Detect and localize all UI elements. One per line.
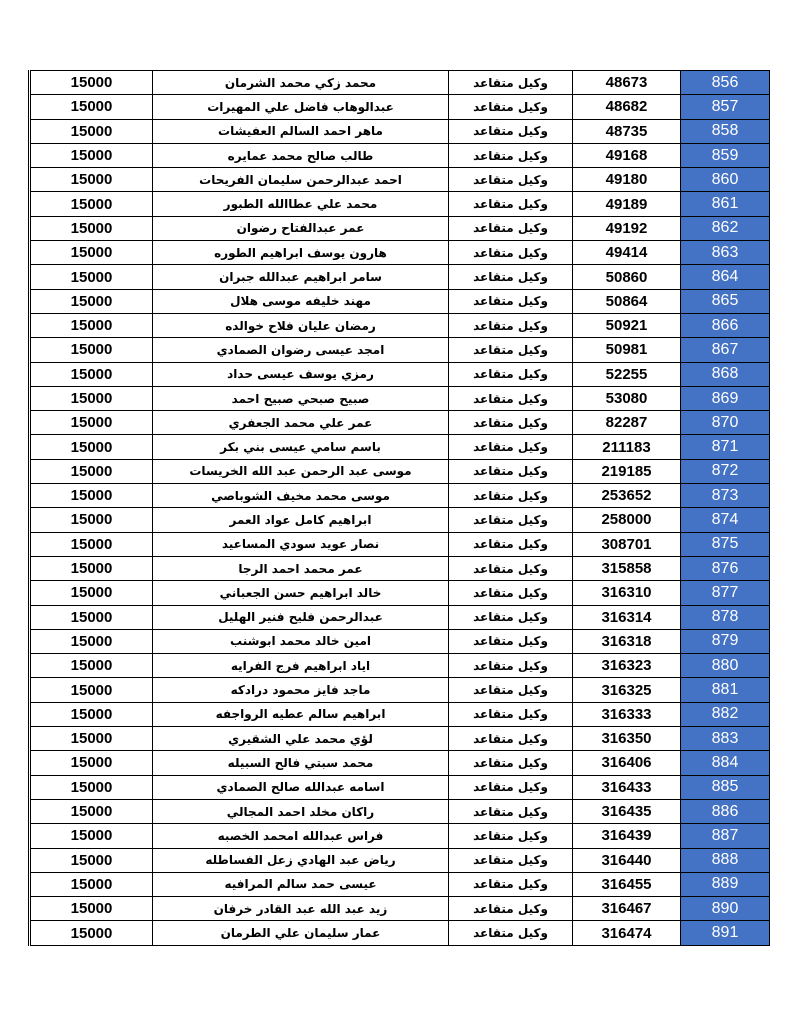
table-row xyxy=(30,775,770,799)
amount-cell: 15000 xyxy=(30,532,153,556)
amount-cell: 15000 xyxy=(30,629,153,653)
name-cell: محمد سبتي فالح السبيله xyxy=(153,751,449,775)
amount-cell: 15000 xyxy=(30,313,153,337)
row-number-cell: 879 xyxy=(681,629,770,653)
table-row xyxy=(30,727,770,751)
role-cell: وكيل متقاعد xyxy=(449,289,573,313)
id-number-cell: 50860 xyxy=(573,265,681,289)
table-row xyxy=(30,897,770,921)
amount-cell: 15000 xyxy=(30,872,153,896)
row-number-cell: 886 xyxy=(681,799,770,823)
name-cell: باسم سامي عيسى بني بكر xyxy=(153,435,449,459)
role-cell: وكيل متقاعد xyxy=(449,71,573,95)
row-number-cell: 873 xyxy=(681,484,770,508)
role-cell: وكيل متقاعد xyxy=(449,411,573,435)
row-number-cell: 888 xyxy=(681,848,770,872)
id-number-cell: 49189 xyxy=(573,192,681,216)
amount-cell: 15000 xyxy=(30,897,153,921)
row-number-cell: 881 xyxy=(681,678,770,702)
role-cell: وكيل متقاعد xyxy=(449,532,573,556)
amount-cell: 15000 xyxy=(30,678,153,702)
id-number-cell: 82287 xyxy=(573,411,681,435)
role-cell: وكيل متقاعد xyxy=(449,727,573,751)
table-row xyxy=(30,508,770,532)
row-number-cell: 882 xyxy=(681,702,770,726)
row-number-cell: 871 xyxy=(681,435,770,459)
id-number-cell: 316350 xyxy=(573,727,681,751)
row-number-cell: 883 xyxy=(681,727,770,751)
id-number-cell: 316310 xyxy=(573,581,681,605)
row-number-cell: 890 xyxy=(681,897,770,921)
role-cell: وكيل متقاعد xyxy=(449,265,573,289)
name-cell: ابراهيم سالم عطيه الرواجفه xyxy=(153,702,449,726)
table-row xyxy=(30,751,770,775)
amount-cell: 15000 xyxy=(30,216,153,240)
id-number-cell: 50921 xyxy=(573,313,681,337)
name-cell: رياض عبد الهادي زعل الفساطله xyxy=(153,848,449,872)
retirees-table-sheet xyxy=(28,70,768,946)
table-row xyxy=(30,435,770,459)
name-cell: عمر محمد احمد الرجا xyxy=(153,556,449,580)
id-number-cell: 316318 xyxy=(573,629,681,653)
role-cell: وكيل متقاعد xyxy=(449,362,573,386)
role-cell: وكيل متقاعد xyxy=(449,508,573,532)
amount-cell: 15000 xyxy=(30,265,153,289)
id-number-cell: 50864 xyxy=(573,289,681,313)
id-number-cell: 316439 xyxy=(573,824,681,848)
role-cell: وكيل متقاعد xyxy=(449,313,573,337)
amount-cell: 15000 xyxy=(30,556,153,580)
name-cell: عمر علي محمد الجعفري xyxy=(153,411,449,435)
amount-cell: 15000 xyxy=(30,143,153,167)
table-row xyxy=(30,921,770,945)
role-cell: وكيل متقاعد xyxy=(449,241,573,265)
table-row xyxy=(30,241,770,265)
role-cell: وكيل متقاعد xyxy=(449,459,573,483)
amount-cell: 15000 xyxy=(30,581,153,605)
id-number-cell: 49192 xyxy=(573,216,681,240)
role-cell: وكيل متقاعد xyxy=(449,143,573,167)
name-cell: محمد علي عطاالله الطبور xyxy=(153,192,449,216)
row-number-cell: 858 xyxy=(681,119,770,143)
amount-cell: 15000 xyxy=(30,751,153,775)
name-cell: امجد عيسى رضوان الصمادي xyxy=(153,338,449,362)
role-cell: وكيل متقاعد xyxy=(449,921,573,945)
name-cell: اياد ابراهيم فرج الفرايه xyxy=(153,654,449,678)
id-number-cell: 316333 xyxy=(573,702,681,726)
id-number-cell: 315858 xyxy=(573,556,681,580)
amount-cell: 15000 xyxy=(30,71,153,95)
row-number-cell: 866 xyxy=(681,313,770,337)
role-cell: وكيل متقاعد xyxy=(449,95,573,119)
id-number-cell: 48682 xyxy=(573,95,681,119)
name-cell: امين خالد محمد ابوشنب xyxy=(153,629,449,653)
amount-cell: 15000 xyxy=(30,289,153,313)
row-number-cell: 889 xyxy=(681,872,770,896)
amount-cell: 15000 xyxy=(30,921,153,945)
table-row xyxy=(30,362,770,386)
row-number-cell: 867 xyxy=(681,338,770,362)
row-number-cell: 856 xyxy=(681,71,770,95)
row-number-cell: 874 xyxy=(681,508,770,532)
table-row xyxy=(30,848,770,872)
name-cell: محمد زكي محمد الشرمان xyxy=(153,71,449,95)
role-cell: وكيل متقاعد xyxy=(449,751,573,775)
table-row xyxy=(30,532,770,556)
table-row xyxy=(30,678,770,702)
row-number-cell: 861 xyxy=(681,192,770,216)
name-cell: زيد عبد الله عبد القادر خرفان xyxy=(153,897,449,921)
id-number-cell: 211183 xyxy=(573,435,681,459)
table-body xyxy=(30,71,770,946)
amount-cell: 15000 xyxy=(30,508,153,532)
row-number-cell: 887 xyxy=(681,824,770,848)
table-row xyxy=(30,168,770,192)
amount-cell: 15000 xyxy=(30,775,153,799)
amount-cell: 15000 xyxy=(30,192,153,216)
role-cell: وكيل متقاعد xyxy=(449,119,573,143)
id-number-cell: 258000 xyxy=(573,508,681,532)
id-number-cell: 48673 xyxy=(573,71,681,95)
table-row xyxy=(30,799,770,823)
row-number-cell: 870 xyxy=(681,411,770,435)
name-cell: نصار عويد سودي المساعيد xyxy=(153,532,449,556)
table-row xyxy=(30,824,770,848)
amount-cell: 15000 xyxy=(30,386,153,410)
table-row xyxy=(30,71,770,95)
amount-cell: 15000 xyxy=(30,95,153,119)
id-number-cell: 316323 xyxy=(573,654,681,678)
role-cell: وكيل متقاعد xyxy=(449,216,573,240)
amount-cell: 15000 xyxy=(30,727,153,751)
table-row xyxy=(30,289,770,313)
id-number-cell: 316406 xyxy=(573,751,681,775)
id-number-cell: 52255 xyxy=(573,362,681,386)
name-cell: صبيح صبحي صبيح احمد xyxy=(153,386,449,410)
name-cell: ماهر احمد السالم العفيشات xyxy=(153,119,449,143)
table-row xyxy=(30,702,770,726)
role-cell: وكيل متقاعد xyxy=(449,338,573,362)
amount-cell: 15000 xyxy=(30,362,153,386)
table-row xyxy=(30,654,770,678)
row-number-cell: 885 xyxy=(681,775,770,799)
role-cell: وكيل متقاعد xyxy=(449,168,573,192)
name-cell: خالد ابراهيم حسن الجعباني xyxy=(153,581,449,605)
id-number-cell: 316325 xyxy=(573,678,681,702)
id-number-cell: 49180 xyxy=(573,168,681,192)
role-cell: وكيل متقاعد xyxy=(449,702,573,726)
row-number-cell: 878 xyxy=(681,605,770,629)
row-number-cell: 857 xyxy=(681,95,770,119)
table-row xyxy=(30,484,770,508)
row-number-cell: 891 xyxy=(681,921,770,945)
name-cell: عيسى حمد سالم المرافيه xyxy=(153,872,449,896)
role-cell: وكيل متقاعد xyxy=(449,556,573,580)
table-row xyxy=(30,459,770,483)
id-number-cell: 308701 xyxy=(573,532,681,556)
row-number-cell: 880 xyxy=(681,654,770,678)
id-number-cell: 316433 xyxy=(573,775,681,799)
row-number-cell: 860 xyxy=(681,168,770,192)
name-cell: موسى عبد الرحمن عبد الله الخريسات xyxy=(153,459,449,483)
table-row xyxy=(30,411,770,435)
name-cell: عمار سليمان علي الطرمان xyxy=(153,921,449,945)
amount-cell: 15000 xyxy=(30,168,153,192)
row-number-cell: 884 xyxy=(681,751,770,775)
role-cell: وكيل متقاعد xyxy=(449,192,573,216)
row-number-cell: 863 xyxy=(681,241,770,265)
amount-cell: 15000 xyxy=(30,654,153,678)
name-cell: ابراهيم كامل عواد العمر xyxy=(153,508,449,532)
table-row xyxy=(30,119,770,143)
role-cell: وكيل متقاعد xyxy=(449,775,573,799)
id-number-cell: 49414 xyxy=(573,241,681,265)
amount-cell: 15000 xyxy=(30,702,153,726)
name-cell: لؤي محمد علي الشقيري xyxy=(153,727,449,751)
role-cell: وكيل متقاعد xyxy=(449,605,573,629)
role-cell: وكيل متقاعد xyxy=(449,484,573,508)
table-row xyxy=(30,605,770,629)
row-number-cell: 875 xyxy=(681,532,770,556)
row-number-cell: 868 xyxy=(681,362,770,386)
name-cell: فراس عبدالله امحمد الخصبه xyxy=(153,824,449,848)
role-cell: وكيل متقاعد xyxy=(449,581,573,605)
role-cell: وكيل متقاعد xyxy=(449,435,573,459)
role-cell: وكيل متقاعد xyxy=(449,872,573,896)
role-cell: وكيل متقاعد xyxy=(449,654,573,678)
table-row xyxy=(30,872,770,896)
amount-cell: 15000 xyxy=(30,435,153,459)
table-row xyxy=(30,338,770,362)
id-number-cell: 316467 xyxy=(573,897,681,921)
amount-cell: 15000 xyxy=(30,484,153,508)
row-number-cell: 859 xyxy=(681,143,770,167)
row-number-cell: 862 xyxy=(681,216,770,240)
row-number-cell: 876 xyxy=(681,556,770,580)
table-row xyxy=(30,192,770,216)
id-number-cell: 49168 xyxy=(573,143,681,167)
row-number-cell: 865 xyxy=(681,289,770,313)
id-number-cell: 53080 xyxy=(573,386,681,410)
row-number-cell: 877 xyxy=(681,581,770,605)
role-cell: وكيل متقاعد xyxy=(449,386,573,410)
name-cell: احمد عبدالرحمن سليمان الفريحات xyxy=(153,168,449,192)
role-cell: وكيل متقاعد xyxy=(449,848,573,872)
role-cell: وكيل متقاعد xyxy=(449,799,573,823)
name-cell: موسى محمد مخيف الشوباصي xyxy=(153,484,449,508)
amount-cell: 15000 xyxy=(30,799,153,823)
row-number-cell: 872 xyxy=(681,459,770,483)
role-cell: وكيل متقاعد xyxy=(449,629,573,653)
table-row xyxy=(30,581,770,605)
amount-cell: 15000 xyxy=(30,119,153,143)
table-row xyxy=(30,143,770,167)
amount-cell: 15000 xyxy=(30,241,153,265)
name-cell: عبدالوهاب فاضل علي المهيرات xyxy=(153,95,449,119)
role-cell: وكيل متقاعد xyxy=(449,897,573,921)
amount-cell: 15000 xyxy=(30,605,153,629)
name-cell: عمر عبدالفتاح رضوان xyxy=(153,216,449,240)
name-cell: رمضان عليان فلاح خوالده xyxy=(153,313,449,337)
amount-cell: 15000 xyxy=(30,411,153,435)
retirees-table xyxy=(28,70,770,946)
name-cell: مهند خليفه موسى هلال xyxy=(153,289,449,313)
amount-cell: 15000 xyxy=(30,848,153,872)
table-row xyxy=(30,313,770,337)
amount-cell: 15000 xyxy=(30,824,153,848)
name-cell: عبدالرحمن فليح فنير الهليل xyxy=(153,605,449,629)
row-number-cell: 869 xyxy=(681,386,770,410)
amount-cell: 15000 xyxy=(30,459,153,483)
id-number-cell: 316440 xyxy=(573,848,681,872)
id-number-cell: 316455 xyxy=(573,872,681,896)
table-row xyxy=(30,556,770,580)
name-cell: رمزي يوسف عيسى حداد xyxy=(153,362,449,386)
id-number-cell: 48735 xyxy=(573,119,681,143)
name-cell: راكان مخلد احمد المجالي xyxy=(153,799,449,823)
row-number-cell: 864 xyxy=(681,265,770,289)
amount-cell: 15000 xyxy=(30,338,153,362)
name-cell: هارون يوسف ابراهيم الطوره xyxy=(153,241,449,265)
id-number-cell: 253652 xyxy=(573,484,681,508)
id-number-cell: 50981 xyxy=(573,338,681,362)
name-cell: ماجد فايز محمود درادكه xyxy=(153,678,449,702)
table-row xyxy=(30,629,770,653)
table-row xyxy=(30,216,770,240)
name-cell: سامر ابراهيم عبدالله جبران xyxy=(153,265,449,289)
role-cell: وكيل متقاعد xyxy=(449,824,573,848)
id-number-cell: 316314 xyxy=(573,605,681,629)
id-number-cell: 316435 xyxy=(573,799,681,823)
table-row xyxy=(30,95,770,119)
name-cell: اسامه عبدالله صالح الصمادي xyxy=(153,775,449,799)
role-cell: وكيل متقاعد xyxy=(449,678,573,702)
id-number-cell: 219185 xyxy=(573,459,681,483)
name-cell: طالب صالح محمد عمايره xyxy=(153,143,449,167)
table-row xyxy=(30,386,770,410)
table-row xyxy=(30,265,770,289)
id-number-cell: 316474 xyxy=(573,921,681,945)
